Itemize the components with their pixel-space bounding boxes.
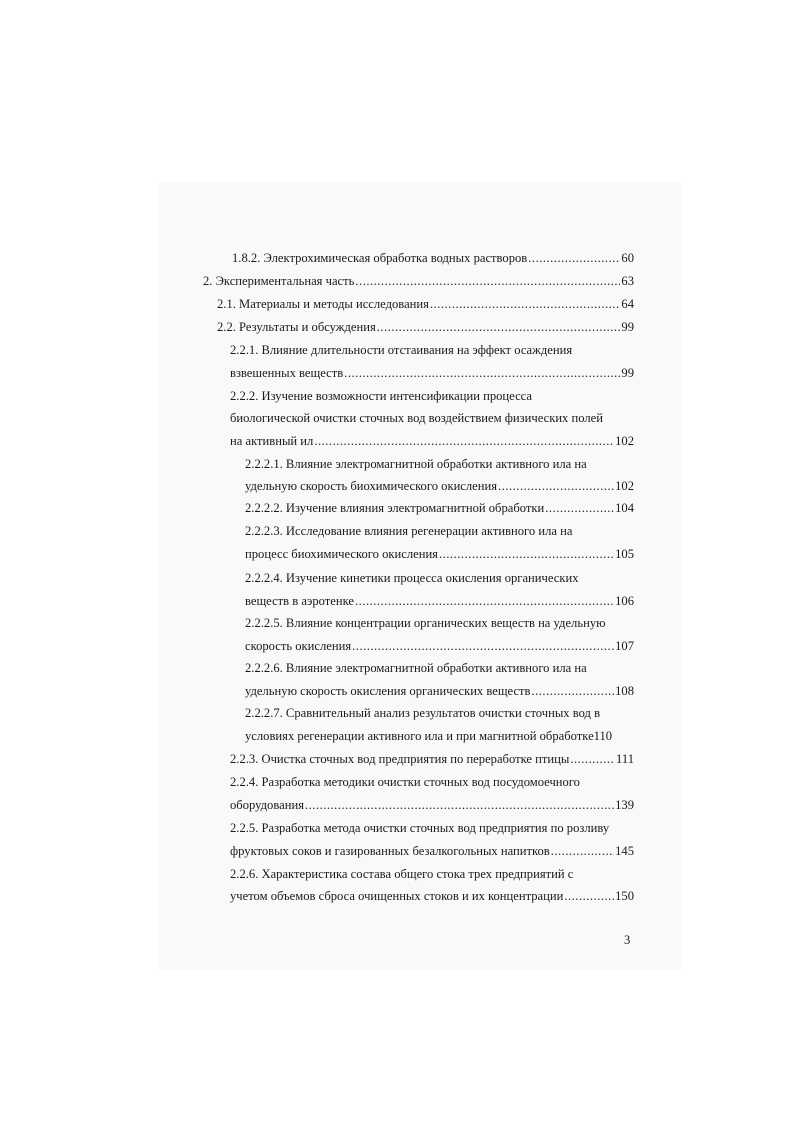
toc-entry-2-2-6[interactable]	[230, 888, 634, 904]
toc-entry-page: 64	[621, 297, 634, 311]
toc-entry-page: 111	[616, 752, 634, 766]
toc-entry-2-2-4-line-1: 2.2.4. Разработка методики очистки сточных вод посудомоечного	[230, 775, 580, 789]
toc-leader-dots	[551, 843, 614, 859]
toc-entry-page: 104	[615, 501, 634, 515]
toc-entry-2-2-6-line-1: 2.2.6. Характеристика состава общего стока трех предприятий с	[230, 867, 574, 881]
toc-entry-2-2-2-6-line-1: 2.2.2.6. Влияние электромагнитной обработки активного ила на	[245, 661, 587, 675]
toc-entry-title: 2.2.3. Очистка сточных вод предприятия по переработке птицы	[230, 752, 570, 766]
toc-leader-dots	[564, 888, 614, 904]
toc-entry-2-2-2-3-line-1: 2.2.2.3. Исследование влияния регенерации активного ила на	[245, 524, 573, 538]
toc-entry-1-8-2[interactable]	[232, 250, 634, 266]
toc-entry-title: фруктовых соков и газированных безалкогольных напитков	[230, 844, 550, 858]
toc-leader-dots	[430, 296, 620, 312]
toc-entry-2-1[interactable]	[217, 296, 634, 312]
page-number: 3	[624, 933, 631, 947]
toc-leader-dots	[352, 638, 614, 654]
toc-entry-title: 2. Экспериментальная часть	[203, 274, 355, 288]
toc-entry-2-2[interactable]	[217, 319, 634, 335]
toc-entry-2-2-2-7-line-1: 2.2.2.7. Сравнительный анализ результатов очистки сточных вод в	[245, 706, 601, 720]
toc-entry-2-2-2-line-2: биологической очистки сточных вод воздействием физических полей	[230, 411, 603, 425]
toc-entry-title: 2.2. Результаты и обсуждения	[217, 320, 376, 334]
toc-entry-title: учетом объемов сброса очищенных стоков и их концентрации	[230, 889, 564, 903]
toc-leader-dots	[498, 478, 614, 494]
toc-entry-2-2-2-5[interactable]	[245, 638, 634, 654]
toc-entry-title: взвешенных веществ	[230, 366, 344, 380]
toc-entry-2-2-2-6[interactable]	[245, 683, 634, 699]
toc-leader-dots	[344, 365, 620, 381]
toc-leader-dots	[377, 319, 621, 335]
toc-entry-page: 105	[615, 547, 634, 561]
toc-leader-dots	[528, 250, 620, 266]
toc-entry-title: процесс биохимического окисления	[245, 547, 438, 561]
toc-entry-2-2-2-4-line-1: 2.2.2.4. Изучение кинетики процесса окисления органических	[245, 571, 579, 585]
toc-entry-2-2-5[interactable]	[230, 843, 634, 859]
toc-entry-page: 102	[615, 479, 634, 493]
toc-entry-2-2-4[interactable]	[230, 797, 634, 813]
toc-entry-title: веществ в аэротенке	[245, 594, 354, 608]
toc-entry-2-2-2-2[interactable]	[245, 500, 634, 516]
toc-entry-2-2-5-line-1: 2.2.5. Разработка метода очистки сточных вод предприятия по розливу	[230, 821, 610, 835]
toc-leader-dots	[545, 500, 614, 516]
toc-entry-page: 102	[615, 434, 634, 448]
toc-entry-2-2-2-4[interactable]	[245, 593, 634, 609]
toc-entry-2-2-3[interactable]	[230, 751, 634, 767]
toc-leader-dots	[570, 751, 615, 767]
toc-entry-page: 107	[615, 639, 634, 653]
toc-entry-title: 2.2.2.2. Изучение влияния электромагнитной обработки	[245, 501, 545, 515]
toc-entry-2-2-2-1[interactable]	[245, 478, 634, 494]
toc-leader-dots	[305, 797, 614, 813]
toc-entry-2-2-2-1-line-1: 2.2.2.1. Влияние электромагнитной обработки активного ила на	[245, 457, 587, 471]
toc-entry-2-2-1-line-1: 2.2.1. Влияние длительности отстаивания на эффект осаждения	[230, 343, 573, 357]
toc-leader-dots	[314, 433, 614, 449]
toc-entry-title: условиях регенерации активного ила и при магнитной обработке	[245, 729, 594, 743]
toc-entry-2-2-2-line-1: 2.2.2. Изучение возможности интенсификации процесса	[230, 389, 532, 403]
toc-entry-page: 108	[615, 684, 634, 698]
toc-entry-title: удельную скорость биохимического окисления	[245, 479, 498, 493]
toc-entry-2-2-2-3[interactable]	[245, 546, 634, 562]
toc-entry-page: 99	[621, 366, 634, 380]
toc-leader-dots	[439, 546, 614, 562]
toc-entry-2-2-2[interactable]	[230, 433, 634, 449]
toc-entry-page: 139	[615, 798, 634, 812]
toc-entry-title: удельную скорость окисления органических веществ	[245, 684, 531, 698]
toc-entry-title: 2.1. Материалы и методы исследования	[217, 297, 429, 311]
toc-entry-page: 63	[621, 274, 634, 288]
toc-entry-page: 110	[593, 729, 613, 743]
toc-entry-title: оборудования	[230, 798, 304, 812]
toc-entry-page: 145	[615, 844, 634, 858]
toc-entry-title: 1.8.2. Электрохимическая обработка водных растворов	[232, 251, 528, 265]
toc-leader-dots	[531, 683, 614, 699]
toc-leader-dots	[355, 273, 620, 289]
toc-entry-2-2-2-7[interactable]	[245, 728, 634, 744]
toc-entry-2[interactable]	[203, 273, 634, 289]
toc-entry-page: 60	[621, 251, 634, 265]
toc-entry-title: скорость окисления	[245, 639, 352, 653]
toc-entry-page: 106	[615, 594, 634, 608]
toc-entry-page: 99	[621, 320, 634, 334]
toc-entry-2-2-1[interactable]	[230, 365, 634, 381]
toc-entry-title: на активный ил	[230, 434, 314, 448]
toc-entry-2-2-2-5-line-1: 2.2.2.5. Влияние концентрации органических веществ на удельную	[245, 616, 606, 630]
toc-entry-page: 150	[615, 889, 634, 903]
toc-leader-dots	[355, 593, 614, 609]
